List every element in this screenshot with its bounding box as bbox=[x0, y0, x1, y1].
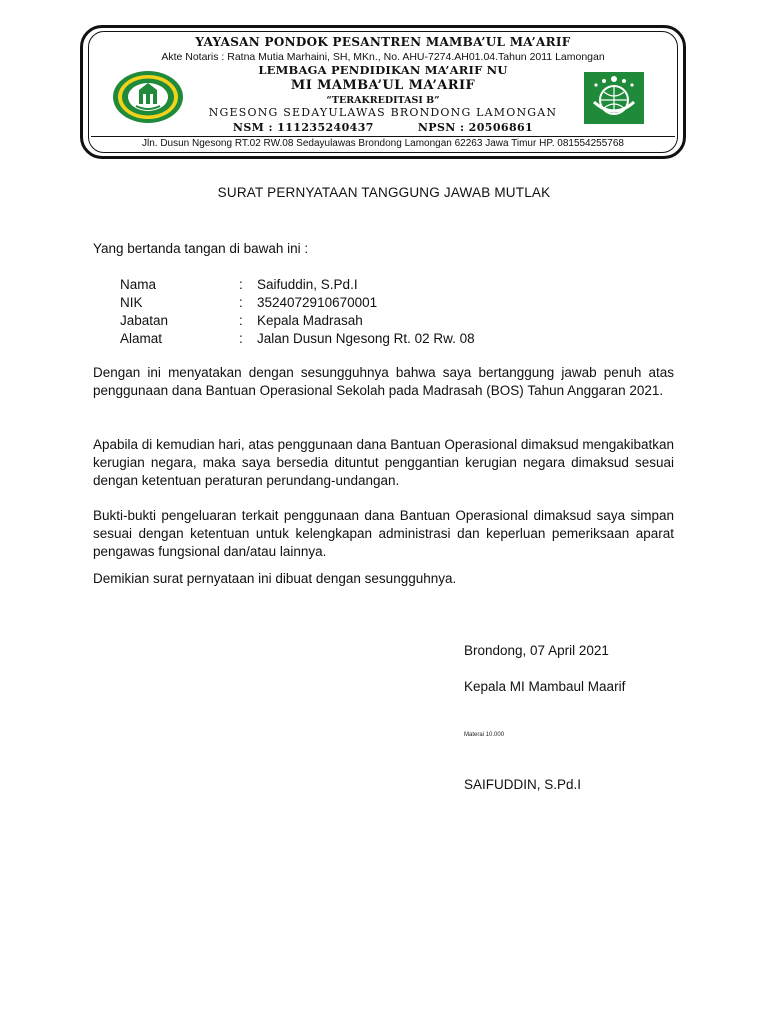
letterhead-institution: LEMBAGA PENDIDIKAN MA’ARIF NU bbox=[258, 63, 508, 77]
paragraph-statement: Dengan ini menyatakan dengan sesungguhnya bahwa saya bertanggung jawab penuh atas penggunaan dana Bantuan Operasional Sekolah pada Madrasah (BOS) Tahun Anggaran 2021. bbox=[93, 365, 674, 398]
field-colon: : bbox=[239, 295, 243, 310]
field-row-jabatan bbox=[120, 312, 680, 330]
letterhead-foundation: YAYASAN PONDOK PESANTREN MAMBA’UL MA’ARIF bbox=[195, 35, 571, 49]
field-row-nik bbox=[120, 294, 680, 312]
field-label: NIK bbox=[120, 295, 143, 310]
letter-title: SURAT PERNYATAAN TANGGUNG JAWAB MUTLAK bbox=[217, 185, 551, 200]
nahdlatul-ulama-logo-icon bbox=[584, 72, 644, 124]
field-colon: : bbox=[239, 277, 243, 292]
paragraph-closing: Demikian surat pernyataan ini dibuat dengan sesungguhnya. bbox=[93, 571, 457, 586]
letterhead-school-name: MI MAMBA’UL MA’ARIF bbox=[290, 78, 476, 93]
field-label: Nama bbox=[120, 277, 157, 292]
field-label: Jabatan bbox=[120, 313, 169, 328]
field-label: Alamat bbox=[120, 331, 163, 346]
field-value: Saifuddin, S.Pd.I bbox=[257, 277, 358, 292]
field-row-nama bbox=[120, 276, 680, 294]
school-seal-logo-icon bbox=[112, 70, 184, 124]
signer-name: SAIFUDDIN, S.Pd.I bbox=[464, 777, 582, 792]
field-row-alamat bbox=[120, 330, 680, 348]
field-value: 3524072910670001 bbox=[257, 295, 378, 310]
letterhead-address: Jln. Dusun Ngesong RT.02 RW.08 Sedayulawas Brondong Lamongan 62263 Jawa Timur HP. 081554255768 bbox=[142, 138, 624, 149]
letterhead-accreditation: “TERAKREDITASI B” bbox=[326, 95, 440, 106]
stamp-duty-note: Materai 10.000 bbox=[464, 732, 505, 738]
letterhead-divider bbox=[91, 136, 675, 137]
field-colon: : bbox=[239, 331, 243, 346]
signature-place-date: Brondong, 07 April 2021 bbox=[464, 643, 609, 658]
letterhead-npsn: NPSN : 20506861 bbox=[417, 121, 534, 134]
paragraph-evidence: Bukti-bukti pengeluaran terkait penggunaan dana Bantuan Operasional dimaksud saya simpan sesuai dengan ketentuan untuk kelengkapan administrasi dan keperluan pemeriksaan aparat pengawas fungsional dan/atau lainnya. bbox=[93, 508, 674, 559]
field-colon: : bbox=[239, 313, 243, 328]
letterhead-location: NGESONG SEDAYULAWAS BRONDONG LAMONGAN bbox=[208, 106, 558, 119]
letterhead-nsm: NSM : 111235240437 bbox=[232, 121, 374, 134]
field-value: Kepala Madrasah bbox=[257, 313, 363, 328]
letterhead-notary: Akte Notaris : Ratna Mutia Marhaini, SH, MKn., No. AHU-7274.AH01.04.Tahun 2011 Lamongan bbox=[161, 51, 605, 63]
paragraph-liability: Apabila di kemudian hari, atas penggunaan dana Bantuan Operasional dimaksud mengakibatkan kerugian negara, maka saya bersedia dituntut penggantian kerugian negara dimaksud sesuai dengan ketentuan peraturan perundang-undangan. bbox=[93, 437, 674, 488]
letter-intro: Yang bertanda tangan di bawah ini : bbox=[93, 241, 309, 256]
field-value: Jalan Dusun Ngesong Rt. 02 Rw. 08 bbox=[257, 331, 475, 346]
signature-position: Kepala MI Mambaul Maarif bbox=[464, 679, 626, 694]
